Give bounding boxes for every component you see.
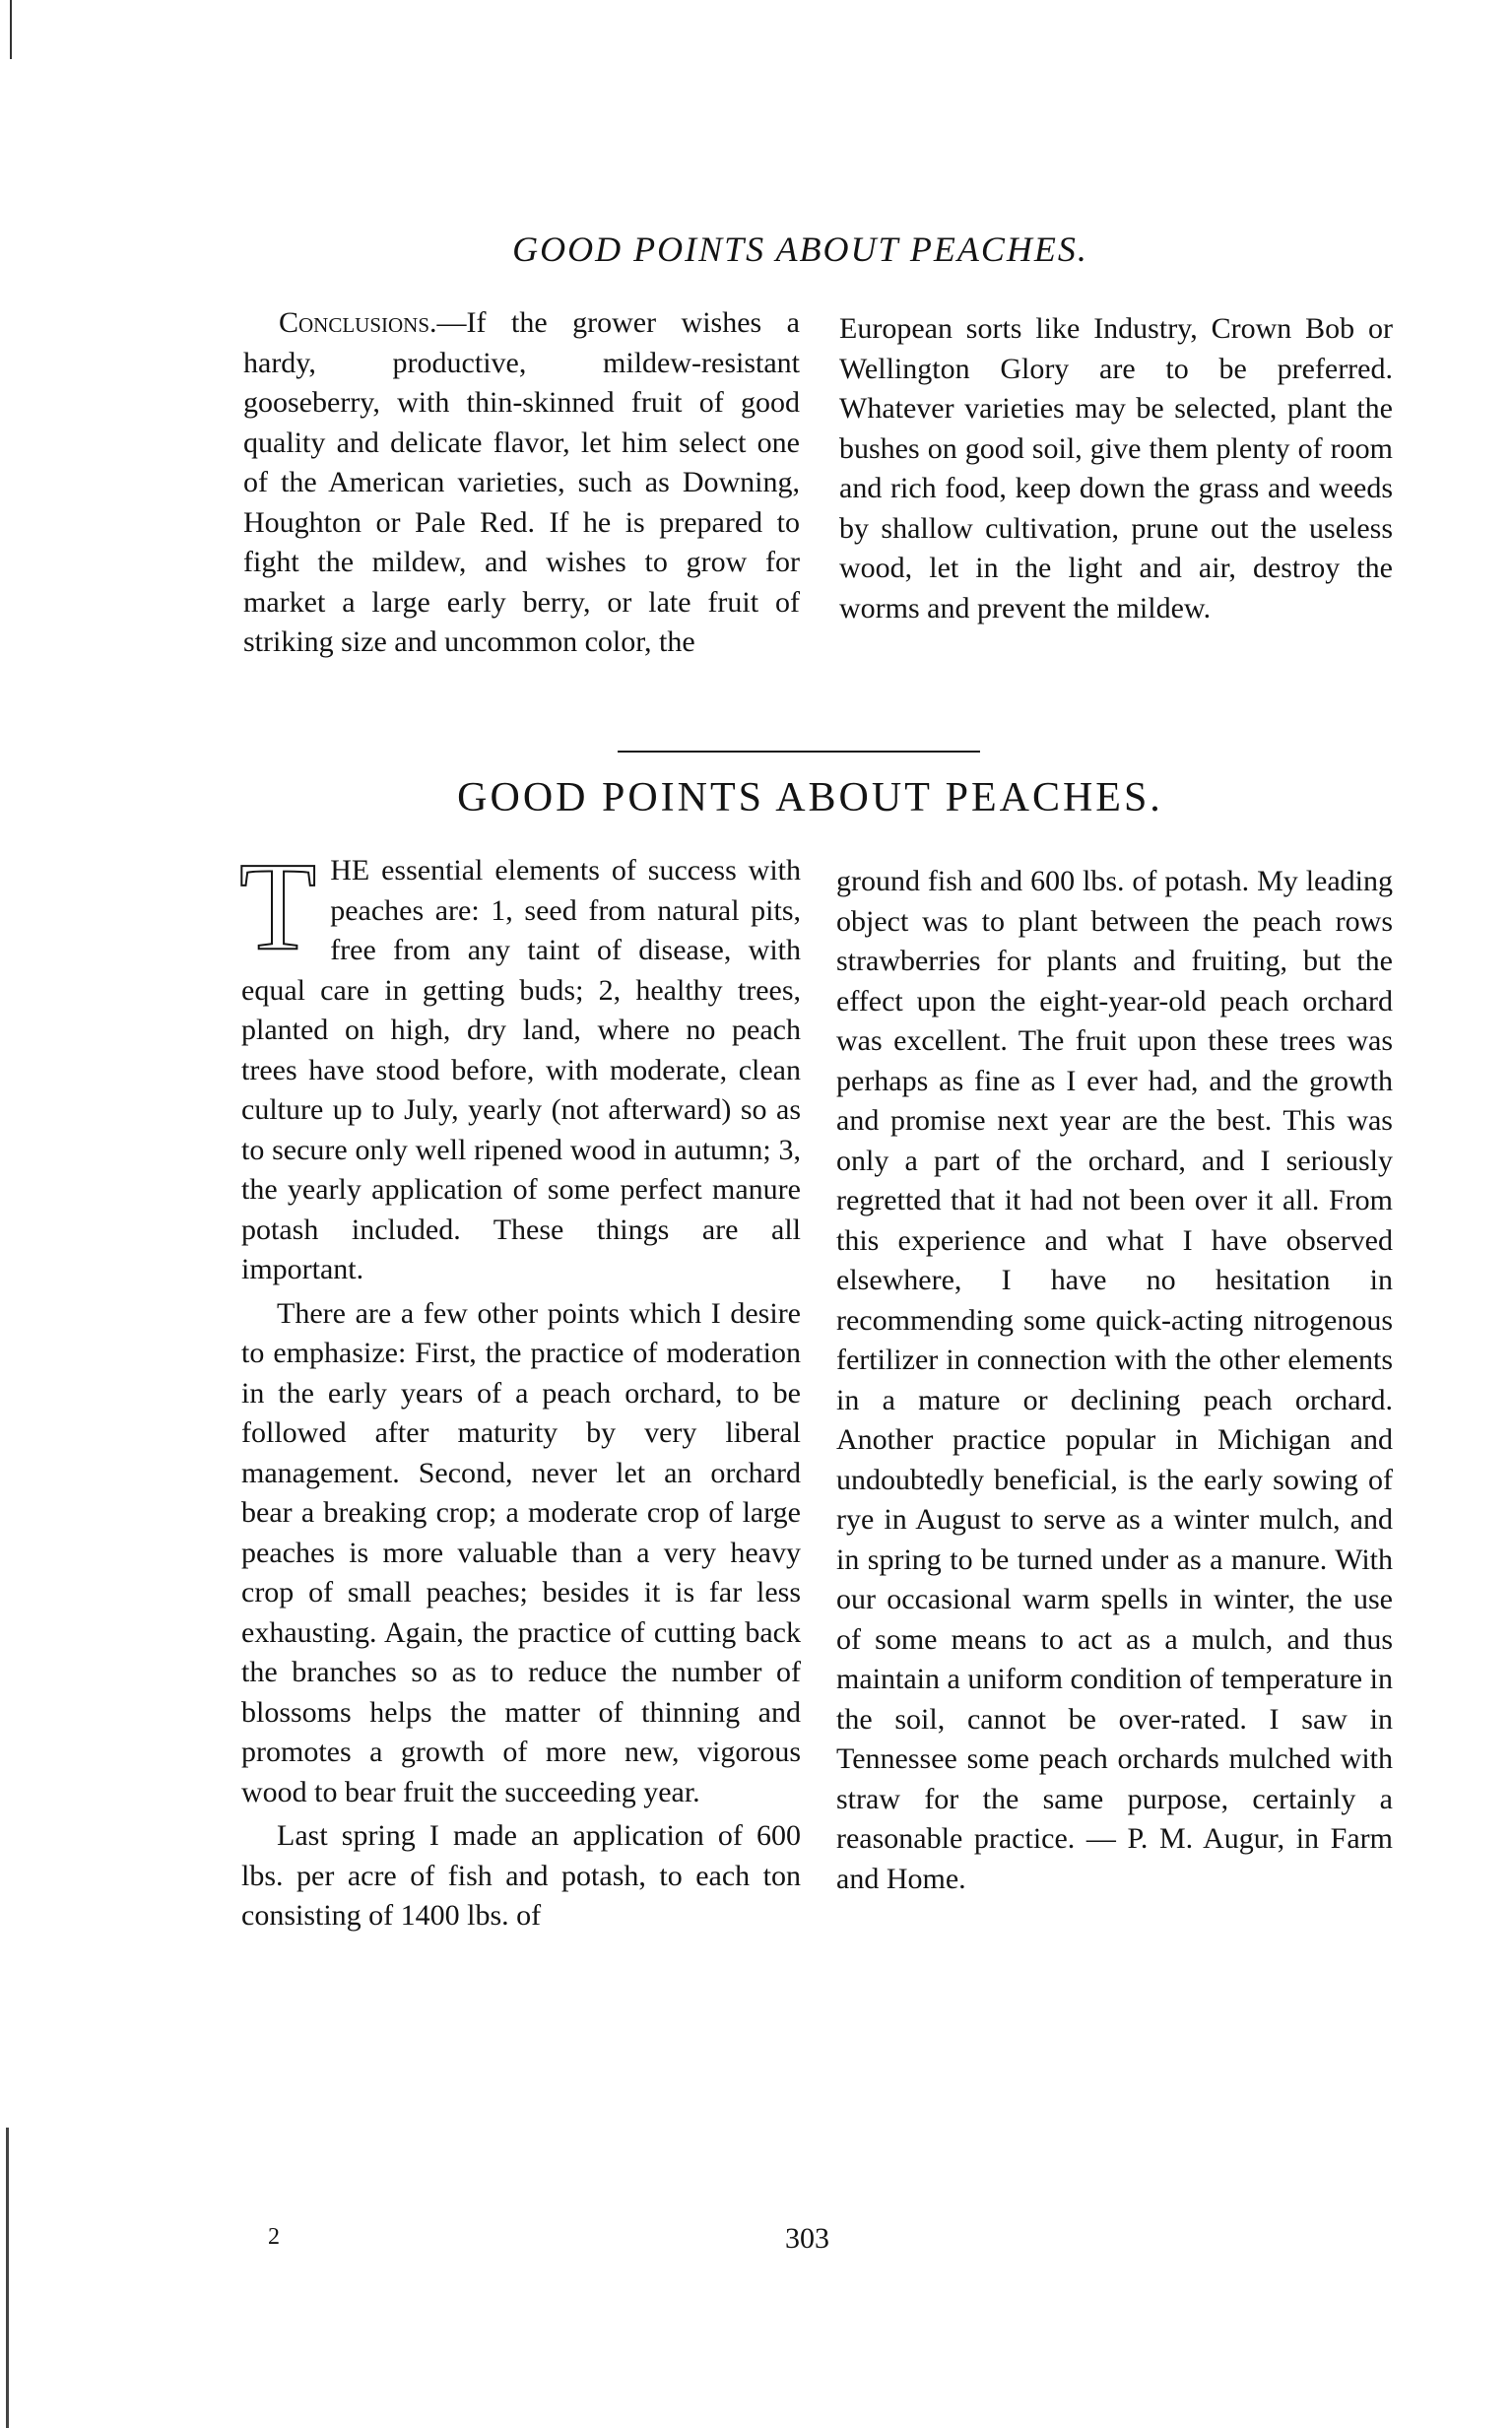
running-head: GOOD POINTS ABOUT PEACHES. [512, 230, 1088, 269]
conclusions-left-text: —If the grower wishes a hardy, productive, mildew-resistant gooseberry, with thin-skinned fruit of good quality and delicate flavor, let him select one of the American varieties, such as Downing, Houghton or Pale Red. If he is prepared to fight the mildew, and wishes to grow for market a large early berry, or late fruit of striking size and uncommon color, the [243, 306, 800, 658]
drop-cap: T [239, 836, 317, 976]
page-number: 303 [785, 2222, 829, 2255]
scan-edge-mark [6, 2128, 9, 2428]
section-divider [618, 751, 980, 753]
article-right-column [836, 862, 1393, 1899]
conclusions-lead: Conclusions. [279, 306, 437, 339]
article-title: GOOD POINTS ABOUT PEACHES. [457, 775, 1163, 820]
conclusions-right-text: European sorts like Industry, Crown Bob or Wellington Glory are to be preferred. Whatever varieties may be selected, plant the bushes on good soil, give them plenty of room and rich food, keep down the grass and weeds by shallow cultivation, prune out the useless wood, let in the light and air, destroy the worms and prevent the mildew. [839, 312, 1393, 624]
scan-edge-mark [10, 0, 12, 59]
signature-mark: 2 [268, 2224, 280, 2250]
article-paragraph-1 [239, 836, 801, 1290]
article-left-column [239, 836, 801, 1936]
article-right-text: ground fish and 600 lbs. of potash. My leading object was to plant between the peach rows strawberries for plants and fruiting, but the effect upon the eight-year-old peach orchard was excellent. The fruit upon these trees was perhaps as fine as I ever had, and the growth and promise next year are the best. This was only a part of the orchard, and I seriously regretted that it had not been over it all. From this experience and what I have observed elsewhere, I have no hesitation in recommending some quick-acting nitrogenous fertilizer in connection with the other elements in a mature or declining peach orchard. Another practice popular in Michigan and undoubtedly beneficial, is the early sowing of rye in August to serve as a winter mulch, and in spring to be turned under as a manure. With our occasional warm spells in winter, the use of some means to act as a mulch, and thus maintain a uniform condition of temperature in the soil, cannot be over-rated. I saw in Tennessee some peach orchards mulched with straw for the same purpose, certainly a reasonable practice. — P. M. Augur, in Farm and Home. [836, 865, 1393, 1895]
conclusions-left-column [243, 303, 800, 663]
article-paragraph-1-text: HE essential elements of success with peaches are: 1, seed from natural pits, free from any taint of disease, with equal care in getting buds; 2, healthy trees, planted on high, dry land, where no peach trees have stood before, with moderate, clean culture up to July, yearly (not afterward) so as to secure only well ripened wood in autumn; 3, the yearly application of some perfect manure potash included. These things are all important. [241, 854, 801, 1285]
article-paragraph-3: Last spring I made an application of 600 lbs. per acre of fish and potash, to each ton consisting of 1400 lbs. of [241, 1819, 801, 1932]
article-paragraph-2: There are a few other points which I desire to emphasize: First, the practice of moderation in the early years of a peach orchard, to be followed after maturity by very liberal management. Second, never let an orchard bear a breaking crop; a moderate crop of large peaches is more valuable than a very heavy crop of small peaches; besides it is far less exhausting. Again, the practice of cutting back the branches so as to reduce the number of blossoms helps the matter of thinning and promotes a growth of more new, vigorous wood to bear fruit the succeeding year. [241, 1296, 801, 1808]
conclusions-right-column [839, 309, 1393, 628]
conclusions-paragraph [243, 303, 800, 663]
